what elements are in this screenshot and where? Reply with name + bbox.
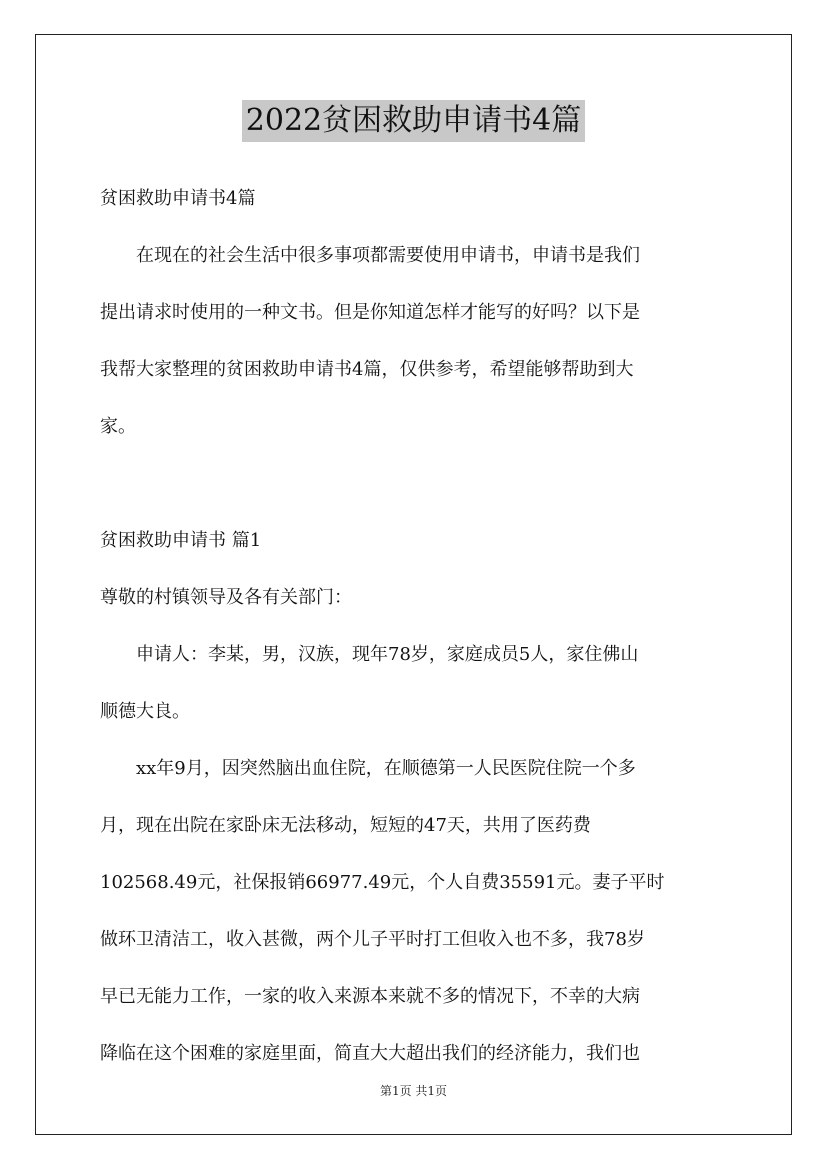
body-line: 月，现在出院在家卧床无法移动，短短的47天，共用了医药费 <box>100 815 591 836</box>
page-number: 第1页 共1页 <box>379 1084 448 1098</box>
intro-paragraph <box>100 227 728 455</box>
document-subtitle: 贫困救助申请书4篇 <box>100 188 256 209</box>
intro-line: 我帮大家整理的贫困救助申请书4篇，仅供参考，希望能够帮助到大 <box>100 359 634 380</box>
body-line: 做环卫清洁工，收入甚微，两个儿子平时打工但收入也不多，我78岁 <box>100 929 645 950</box>
title-container <box>0 100 827 142</box>
intro-line: 家。 <box>100 416 136 437</box>
paragraph-gap <box>100 455 728 512</box>
body-line: 102568.49元，社保报销66977.49元，个人自费35591元。妻子平时 <box>100 872 665 893</box>
page-footer <box>0 1082 827 1099</box>
body-line: xx年9月，因突然脑出血住院，在顺德第一人民医院住院一个多 <box>136 758 636 779</box>
applicant-paragraph <box>100 626 728 740</box>
document-body <box>100 170 728 1082</box>
intro-line: 提出请求时使用的一种文书。但是你知道怎样才能写的好吗？以下是 <box>100 302 640 323</box>
body-line: 降临在这个困难的家庭里面，简直大大超出我们的经济能力，我们也 <box>100 1043 640 1064</box>
section-heading: 贫困救助申请书 篇1 <box>100 530 262 551</box>
intro-line: 在现在的社会生活中很多事项都需要使用申请书，申请书是我们 <box>136 245 640 266</box>
applicant-line: 顺德大良。 <box>100 701 190 722</box>
salutation: 尊敬的村镇领导及各有关部门： <box>100 587 352 608</box>
body-paragraph <box>100 740 728 1082</box>
body-line: 早已无能力工作，一家的收入来源本来就不多的情况下，不幸的大病 <box>100 986 640 1007</box>
document-title: 2022贫困救助申请书4篇 <box>242 100 585 142</box>
applicant-line: 申请人：李某，男，汉族，现年78岁，家庭成员5人，家住佛山 <box>136 644 639 665</box>
